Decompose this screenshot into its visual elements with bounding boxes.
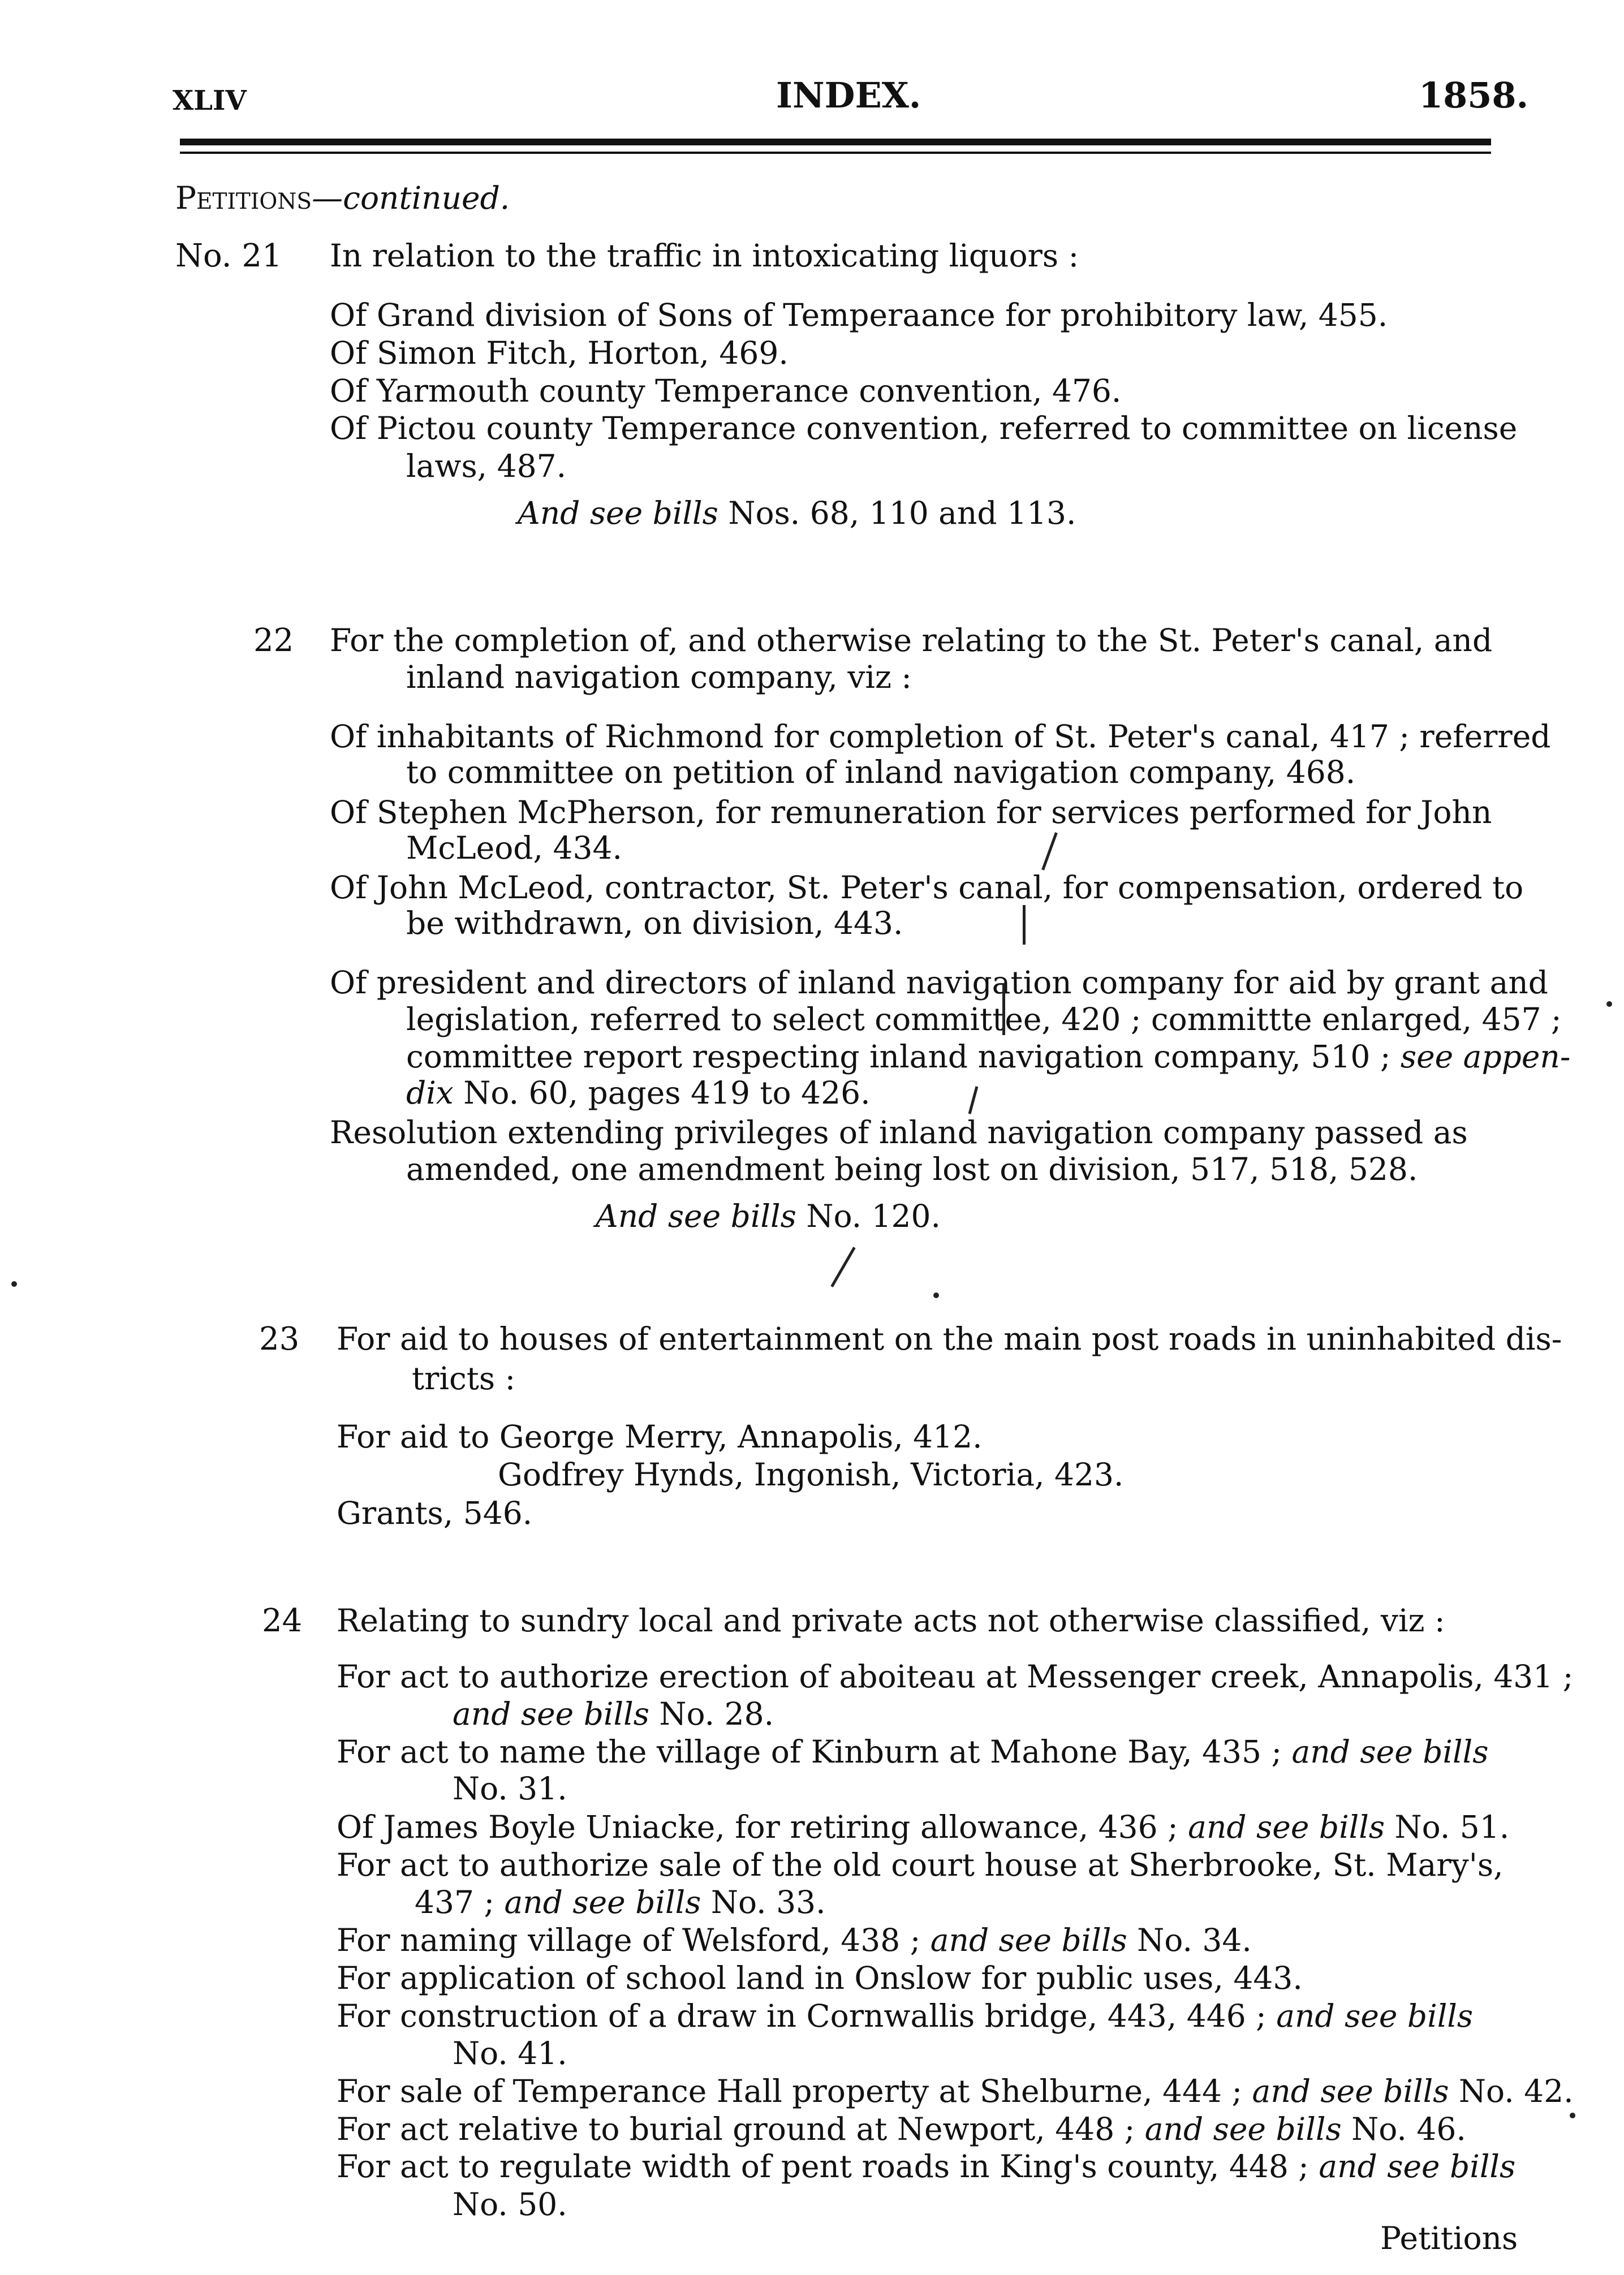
entry-line: Of Stephen McPherson, for remuneration for services performed for John (330, 794, 1492, 830)
entry-line (406, 1075, 871, 1111)
entry-line-part: No. 34. (1127, 1922, 1252, 1958)
see-bills-italic: and see bills (504, 1884, 701, 1920)
scan-speck (1606, 1001, 1612, 1007)
entry-line: Of John McLeod, contractor, St. Peter's canal, for compensation, ordered to (330, 869, 1524, 906)
scan-speck (11, 1281, 17, 1287)
entry-line: be withdrawn, on division, 443. (406, 905, 903, 941)
entry-line: amended, one amendment being lost on division, 517, 518, 528. (406, 1151, 1418, 1187)
entry-line: For act to authorize erection of aboiteau at Messenger creek, Annapolis, 431 ; (337, 1658, 1574, 1695)
entry-number: 23 (259, 1321, 300, 1358)
entry-line-part: No. 42. (1449, 2073, 1574, 2109)
entry-line (337, 2073, 1574, 2109)
entry-line: legislation, referred to select committee, 420 ; committte enlarged, 457 ; (406, 1001, 1562, 1037)
entry-line-part: For act relative to burial ground at Newport, 448 ; (337, 2111, 1145, 2147)
entry-heading: Relating to sundry local and private acts not otherwise classified, viz : (337, 1602, 1445, 1639)
entry-heading: In relation to the traffic in intoxicating liquors : (330, 238, 1079, 274)
see-bills-numbers: No. 120. (796, 1198, 941, 1234)
entry-line: Of Simon Fitch, Horton, 469. (330, 335, 789, 371)
catchword: Petitions (1380, 2220, 1518, 2256)
pen-mark (968, 1086, 979, 1114)
entry-line: laws, 487. (406, 448, 567, 484)
see-bills-italic: and see bills (1188, 1809, 1385, 1845)
entry-line-part: 437 ; (415, 1884, 505, 1920)
entry-line: Of Pictou county Temperance convention, referred to committee on license (330, 410, 1518, 446)
appendix-ref-italic: dix (406, 1075, 454, 1111)
header-rule-thick (180, 139, 1491, 145)
see-bills-italic: and see bills (1319, 2148, 1516, 2184)
entry-line (406, 1039, 1570, 1075)
entry-line (415, 1884, 826, 1920)
entry-number: 22 (253, 622, 294, 659)
see-bills-numbers: Nos. 68, 110 and 113. (718, 495, 1076, 531)
see-bills-italic: and see bills (453, 1696, 649, 1732)
section-continuation (175, 180, 510, 216)
entry-line (337, 2111, 1466, 2147)
entry-line: For aid to George Merry, Annapolis, 412. (337, 1419, 983, 1455)
entry-line-part: committee report respecting inland navigation company, 510 ; (406, 1039, 1401, 1075)
entry-line-part: For sale of Temperance Hall property at Shelburne, 444 ; (337, 2073, 1252, 2109)
pen-mark (1002, 984, 1005, 1035)
entry-line: McLeod, 434. (406, 830, 622, 866)
entry-number: 24 (262, 1602, 303, 1639)
appendix-ref-italic: see appen- (1400, 1039, 1571, 1075)
see-bills-italic: And see bills (518, 495, 718, 531)
entry-line: No. 50. (453, 2186, 567, 2222)
see-bills-italic: and see bills (930, 1922, 1127, 1958)
entry-line-part: No. 33. (701, 1884, 826, 1920)
entry-line-part: No. 46. (1341, 2111, 1466, 2147)
pen-mark (830, 1247, 855, 1287)
page-number-roman: XLIV (173, 85, 247, 117)
entry-line-part: For naming village of Welsford, 438 ; (337, 1922, 931, 1958)
entry-line: Resolution extending privileges of inland navigation company passed as (330, 1114, 1468, 1151)
entry-line: Of Yarmouth county Temperance convention, 476. (330, 373, 1122, 409)
entry-line: Godfrey Hynds, Ingonish, Victoria, 423. (498, 1457, 1124, 1493)
entry-line: Grants, 546. (337, 1495, 533, 1531)
entry-line: For application of school land in Onslow for public uses, 443. (337, 1960, 1303, 1996)
scan-speck (933, 1292, 939, 1298)
entry-heading-cont: tricts : (412, 1360, 516, 1397)
entry-line (337, 1809, 1509, 1845)
see-bills-reference (518, 495, 1076, 531)
entry-line (337, 1998, 1473, 2034)
page-year: 1858. (1419, 75, 1529, 116)
entry-line: For act to authorize sale of the old court house at Sherbrooke, St. Mary's, (337, 1847, 1504, 1883)
entry-line-part: For act to name the village of Kinburn at Mahone Bay, 435 ; (337, 1734, 1292, 1770)
entry-line: No. 41. (453, 2035, 567, 2071)
entry-line: Of Grand division of Sons of Temperaance for prohibitory law, 455. (330, 297, 1388, 333)
entry-heading-cont: inland navigation company, viz : (406, 659, 912, 695)
entry-line: No. 31. (453, 1770, 567, 1807)
page-title: INDEX. (776, 75, 921, 116)
see-bills-italic: And see bills (596, 1198, 796, 1234)
entry-line-part: No. 51. (1385, 1809, 1510, 1845)
entry-number: No. 21 (175, 238, 282, 274)
entry-line: Of president and directors of inland navigation company for aid by grant and (330, 964, 1548, 1001)
entry-line (453, 1696, 774, 1732)
entry-line-part: For construction of a draw in Cornwallis bridge, 443, 446 ; (337, 1998, 1277, 2034)
entry-line (337, 1922, 1252, 1958)
entry-heading: For the completion of, and otherwise relating to the St. Peter's canal, and (330, 622, 1493, 658)
see-bills-italic: and see bills (1144, 2111, 1342, 2147)
entry-line (337, 2148, 1515, 2184)
pen-mark (1023, 905, 1026, 945)
section-suffix: —continued. (312, 180, 510, 216)
pen-mark (1041, 832, 1058, 870)
entry-line-part: No. 28. (649, 1696, 774, 1732)
see-bills-italic: and see bills (1276, 1998, 1474, 2034)
entry-line: Of inhabitants of Richmond for completion of St. Peter's canal, 417 ; referred (330, 718, 1551, 755)
see-bills-reference (596, 1198, 941, 1234)
header-rule-thin (180, 152, 1491, 154)
section-label: Petitions (175, 180, 312, 216)
entry-line: to committee on petition of inland navigation company, 468. (406, 754, 1356, 790)
see-bills-italic: and see bills (1252, 2073, 1449, 2109)
see-bills-italic: and see bills (1291, 1734, 1489, 1770)
entry-line-part: Of James Boyle Uniacke, for retiring allowance, 436 ; (337, 1809, 1188, 1845)
entry-line-part: No. 60, pages 419 to 426. (453, 1075, 871, 1111)
entry-line (337, 1734, 1488, 1770)
scan-speck (1570, 2113, 1575, 2118)
entry-line-part: For act to regulate width of pent roads in King's county, 448 ; (337, 2148, 1319, 2184)
entry-heading: For aid to houses of entertainment on the main post roads in uninhabited dis- (337, 1321, 1562, 1357)
